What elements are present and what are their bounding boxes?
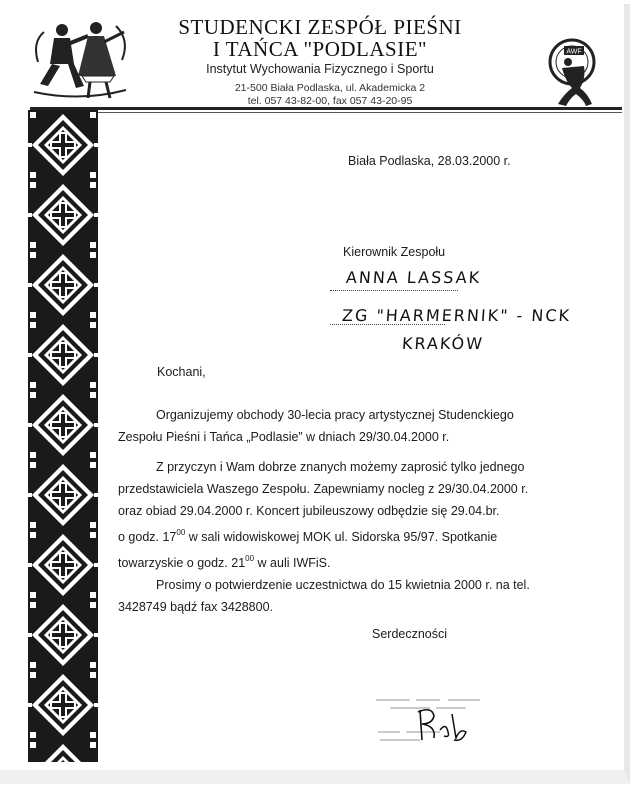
address-line-street: 21-500 Biała Podlaska, ul. Akademicka 2 bbox=[234, 82, 426, 94]
paragraph-line: Z przyczyn i Wam dobrze znanych możemy zaprosić tylko jednego bbox=[156, 460, 525, 474]
concert-time-text: o godz. 17 bbox=[118, 530, 177, 544]
address-line-phone: tel. 057 43-82-00, fax 057 43-20-95 bbox=[247, 94, 413, 107]
paragraph-line: oraz obiad 29.04.2000 r. Koncert jubileuszowy odbędzie się 29.04.br. bbox=[118, 504, 500, 518]
awf-emblem-icon bbox=[542, 32, 602, 110]
meeting-venue-text: w auli IWFiS. bbox=[254, 556, 331, 570]
handwritten-recipient-name: ANNA LASSAK bbox=[345, 268, 482, 287]
paragraph-line: przedstawiciela Waszego Zespołu. Zapewniamy nocleg z 29/30.04.2000 r. bbox=[118, 482, 529, 496]
folk-ornament-band bbox=[28, 110, 98, 762]
paragraph-line-concert bbox=[118, 522, 578, 548]
concert-venue-text: w sali widowiskowej MOK ul. Sidorska 95/97. Spotkanie bbox=[185, 530, 498, 544]
organization-address bbox=[180, 82, 480, 107]
paragraph-line: Organizujemy obchody 30-lecia pracy artystycznej Studenckiego bbox=[156, 408, 514, 422]
letter-date: Biała Podlaska, 28.03.2000 r. bbox=[348, 154, 511, 168]
paragraph-line: 3428749 bądź fax 3428800. bbox=[118, 600, 273, 614]
dotted-line-name bbox=[330, 290, 458, 291]
header-rule-thick bbox=[30, 107, 622, 110]
organization-title-line2: I TAŃCA "PODLASIE" bbox=[212, 37, 428, 61]
meeting-time-minutes: 00 bbox=[245, 554, 255, 563]
meeting-time-text: towarzyskie o godz. 21 bbox=[118, 556, 246, 570]
letter-page bbox=[0, 4, 630, 784]
paragraph-line: Prosimy o potwierdzenie uczestnictwa do 15 kwietnia 2000 r. na tel. bbox=[156, 578, 530, 592]
handwritten-recipient-org: ZG "HARMERNIK" - NCK bbox=[341, 306, 572, 325]
organization-subtitle: Instytut Wychowania Fizycznego i Sportu bbox=[206, 62, 434, 76]
organization-title bbox=[150, 16, 490, 60]
paragraph-invitation bbox=[118, 456, 578, 574]
paragraph-line: Zespołu Pieśni i Tańca „Podlasie” w dniach 29/30.04.2000 r. bbox=[118, 430, 450, 444]
handwritten-signature bbox=[412, 704, 472, 744]
recipient-label: Kierownik Zespołu bbox=[343, 245, 446, 259]
concert-time-minutes: 00 bbox=[176, 528, 186, 537]
emblem-text: AWF bbox=[566, 48, 582, 56]
paragraph-line-meeting bbox=[118, 548, 578, 574]
paragraph-anniversary bbox=[118, 404, 578, 448]
folk-dancers-icon bbox=[30, 12, 130, 102]
paragraph-confirmation bbox=[118, 574, 578, 618]
letter-greeting: Kochani, bbox=[157, 365, 206, 379]
letter-closing: Serdeczności bbox=[372, 627, 448, 641]
handwritten-recipient-city: KRAKÓW bbox=[401, 334, 485, 353]
header-rule-thin bbox=[30, 112, 622, 113]
organization-title-line1: STUDENCKI ZESPÓŁ PIEŚNI bbox=[178, 15, 462, 39]
